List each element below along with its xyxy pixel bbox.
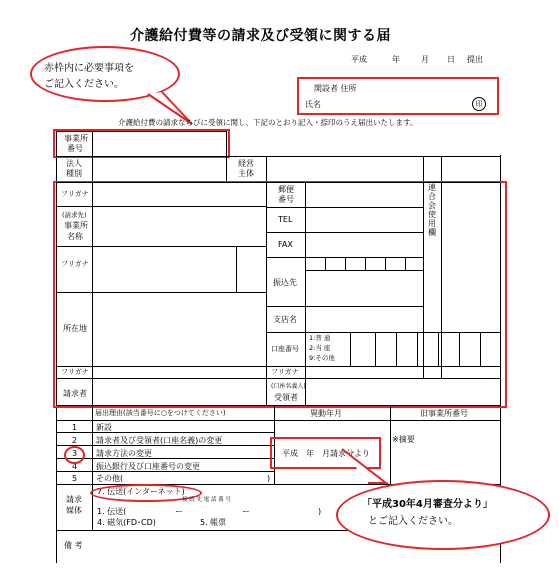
remarks-label: 備 考 bbox=[64, 541, 83, 550]
reason-no: 4 bbox=[72, 462, 78, 471]
media-option-5: 5. 帳票 bbox=[200, 518, 227, 527]
date-era: 平成 bbox=[351, 55, 367, 64]
corp-label-2: 種別 bbox=[66, 169, 82, 178]
owner-address-label: 開設者 住所 bbox=[314, 84, 357, 93]
table-border bbox=[266, 232, 423, 233]
table-border bbox=[56, 432, 274, 433]
account-type-1: 1:普 通 bbox=[309, 334, 331, 342]
account-no-label: 口座番号 bbox=[271, 345, 299, 353]
intro-text: 介護給付費の請求ならびに受領に関し、下記のとおり記入・捺印のうえ届出いたします。 bbox=[118, 118, 418, 127]
media-option-4: 4. 磁気(FD･CD) bbox=[97, 518, 156, 527]
corp-label-1: 法人 bbox=[66, 159, 82, 168]
owner-box bbox=[297, 77, 499, 115]
table-border bbox=[266, 182, 267, 405]
furigana-label-1: フリガナ bbox=[61, 190, 89, 198]
media-close: ) bbox=[318, 507, 322, 516]
recipient-label: 受領者 bbox=[274, 393, 298, 402]
table-border bbox=[305, 270, 423, 271]
table-border bbox=[92, 406, 93, 530]
account-type-2: 2:当 座 bbox=[309, 344, 331, 352]
reason-text: 7. 伝送(インターネット) bbox=[97, 487, 185, 496]
date-submit: 提出 bbox=[467, 55, 483, 64]
branch-label: 支店名 bbox=[273, 315, 297, 324]
bubble-tail-bottom bbox=[338, 445, 398, 485]
date-day: 日 bbox=[447, 55, 455, 64]
table-border bbox=[236, 246, 237, 292]
furigana-label-3: フリガナ bbox=[61, 368, 89, 376]
table-border bbox=[325, 257, 326, 270]
table-border bbox=[56, 471, 274, 472]
table-border bbox=[226, 156, 227, 182]
table-border bbox=[266, 332, 500, 333]
reason-text: 請求者及び受領者(口座名義)の変更 bbox=[96, 436, 223, 445]
media-dash-2: ー bbox=[242, 507, 250, 516]
table-border bbox=[480, 332, 481, 366]
account-type-3: 9:その他 bbox=[309, 354, 335, 362]
address-label: 所在地 bbox=[63, 324, 87, 333]
table-border bbox=[56, 458, 274, 459]
bank-label: 振込先 bbox=[273, 278, 297, 287]
office-no-label-2: 番号 bbox=[67, 144, 83, 153]
table-border bbox=[396, 332, 397, 366]
table-border bbox=[385, 257, 386, 270]
table-border bbox=[375, 332, 376, 366]
instruction-bubble-bottom bbox=[336, 480, 550, 550]
bubble-top-line1: 赤枠内に必要事項を bbox=[44, 63, 134, 74]
table-border bbox=[365, 257, 366, 270]
office-name-pre: (請求先) bbox=[62, 211, 87, 219]
mgmt-label-2: 主体 bbox=[238, 169, 254, 178]
form-title: 介護給付費等の請求及び受領に関する届 bbox=[130, 28, 391, 44]
reason-text: その他( bbox=[96, 474, 124, 483]
table-border bbox=[56, 445, 274, 446]
billing-month-text: 平成 年 月請求分より bbox=[282, 449, 370, 458]
bubble-bottom-line2: とご記入ください。 bbox=[368, 516, 458, 527]
furigana-label-2: フリガナ bbox=[61, 260, 89, 268]
fax-label: FAX bbox=[278, 240, 293, 249]
mgmt-label-1: 経営 bbox=[238, 159, 254, 168]
claimant-label: 請求者 bbox=[63, 389, 87, 398]
reason-no: 1 bbox=[72, 423, 78, 432]
reason-3-circle bbox=[64, 446, 85, 464]
bubble-bottom-line1: 「平成30年4月審査分より」 bbox=[362, 499, 493, 510]
bubble-top-line2: ご記入ください。 bbox=[44, 79, 124, 90]
reason-5-close: ) bbox=[267, 474, 271, 483]
table-border bbox=[305, 182, 306, 405]
table-border bbox=[266, 306, 423, 307]
table-border bbox=[266, 207, 423, 208]
owner-name-label: 氏名 bbox=[305, 100, 321, 109]
table-border bbox=[92, 156, 93, 182]
notes-label: ※摘要 bbox=[392, 435, 415, 444]
table-border bbox=[417, 332, 418, 366]
table-border bbox=[56, 156, 500, 157]
table-border bbox=[92, 182, 93, 405]
seal-icon: 印 bbox=[472, 97, 486, 111]
table-border bbox=[56, 366, 500, 367]
change-month-label: 異動年月 bbox=[310, 409, 342, 418]
reason-header: 届出理由(該当番号に○をつけてください) bbox=[95, 409, 226, 417]
claim-media-label-2: 媒体 bbox=[66, 506, 82, 515]
table-border bbox=[438, 332, 439, 366]
reason-no: 3 bbox=[72, 449, 78, 458]
old-office-no-label: 旧事業所番号 bbox=[420, 409, 468, 418]
date-year: 年 bbox=[392, 55, 400, 64]
claim-media-label-1: 請求 bbox=[66, 495, 82, 504]
tel-label: TEL bbox=[278, 215, 293, 224]
postal-label-2: 番号 bbox=[278, 195, 294, 204]
renraku-label: 連合会使用欄 bbox=[428, 183, 436, 237]
reason-text: 新設 bbox=[96, 423, 112, 432]
office-name-label-1: 事業所 bbox=[64, 221, 88, 230]
reason-text: 振込銀行及び口座番号の変更 bbox=[96, 462, 200, 471]
table-border bbox=[405, 257, 406, 270]
table-border bbox=[56, 206, 266, 207]
reason-no: 5 bbox=[72, 474, 78, 483]
table-border bbox=[345, 257, 346, 270]
media-dash-1: ー bbox=[175, 507, 183, 516]
office-no-label-1: 事業所 bbox=[64, 134, 88, 143]
media-option-1: 1. 伝送( bbox=[97, 507, 127, 516]
reason-text: 請求方法の変更 bbox=[96, 449, 152, 458]
contact-phone-label: 接 続 先 電 話 番 号 bbox=[182, 497, 231, 503]
table-border bbox=[56, 378, 500, 379]
office-name-label-2: 名称 bbox=[67, 232, 83, 241]
recipient-pre: (口座名義人) bbox=[271, 383, 306, 390]
postal-label-1: 郵便 bbox=[278, 185, 294, 194]
table-border bbox=[56, 420, 500, 421]
table-border bbox=[56, 246, 266, 247]
table-border bbox=[266, 156, 267, 182]
reason-no: 2 bbox=[72, 436, 78, 445]
table-border bbox=[459, 332, 460, 366]
date-month: 月 bbox=[421, 55, 429, 64]
table-border bbox=[350, 332, 351, 366]
table-border bbox=[56, 405, 500, 406]
furigana-label-4: フリガナ bbox=[271, 368, 299, 376]
table-border bbox=[56, 292, 266, 293]
